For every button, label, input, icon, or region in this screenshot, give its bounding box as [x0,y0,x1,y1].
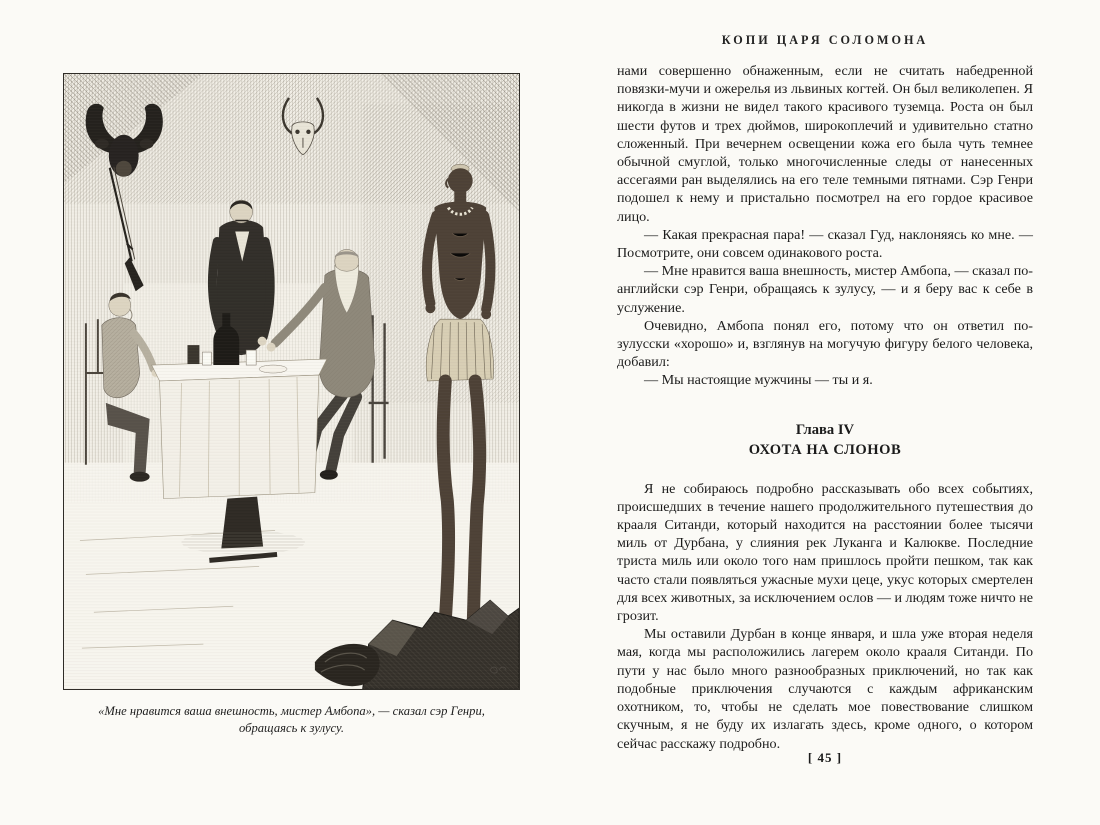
paragraph: — Мы настоящие мужчины — ты и я. [644,372,873,389]
running-header: КОПИ ЦАРЯ СОЛОМОНА [721,33,929,47]
chapter-title: ОХОТА НА СЛОНОВ [748,441,902,458]
paragraph: — Какая прекрасная пара! — сказал Гуд, наклоняясь ко мне. — Посмотрите, они совсем одинакового роста. [617,226,1033,262]
paragraph: Очевидно, Амбопа понял его, потому что он ответил по-зулусски «хорошо» и, взглянув на могучую фигуру белого человека, добавил: [617,317,1033,371]
paragraph: Мы оставили Дурбан в конце января, и шла уже вторая неделя мая, когда мы расположились лагерем около крааля Ситанди. По пути у нас было много разнообразных приключений, но так как подобные приключения случаются с каждым африканским охотником, то, чтобы не сделать мое повествование слишком скучным, я не буду их излагать здесь, кроме одного, о котором сейчас расскажу подробно. [617,626,1033,752]
chapter-heading [617,420,1033,460]
right-page [550,0,1100,825]
caption-line-2: обращаясь к зулусу. [239,721,344,735]
chapter-number: Глава IV [795,421,855,438]
paragraph: — Мне нравится ваша внешность, мистер Амбопа, — сказал по-английски сэр Генри, обращаясь к зулусу, — и я беру вас к себе в услужение. [617,263,1034,316]
illustration-caption [63,703,520,737]
text-column [617,62,1033,753]
engraving-illustration [64,74,519,689]
page-number: [ 45 ] [807,750,843,765]
engraving-frame [63,73,520,690]
paragraph: нами совершенно обнаженным, если не считать набедренной повязки-мучи и ожерелья из львиных когтей. Он был великолепен. Я никогда в жизни не видел такого красивого туземца. Роста он был шести футов и трех дюймов, широкоплечий и удивительно статно сложенный. При вечернем освещении кожа его была чуть темнее обычной смуглой, только многочисленные следы от нанесенных ассегаями ран выделялись на его теле темными пятнами. Сэр Генри подошел к нему и пристально посмотрел на его гордое красивое лицо. [617,63,1033,225]
caption-line-1: «Мне нравится ваша внешность, мистер Амбопа», — сказал сэр Генри, [98,704,485,718]
paragraph: Я не собираюсь подробно рассказывать обо всех событиях, происшедших в течение нашего продолжительного путешествия до крааля Ситанди, который находится на расстоянии более тысячи миль от Дурбана, у слияния рек Луканга и Калюкве. Последние триста миль или около того нам пришлось пройти пешком, так как часто стали появляться ужасные мухи цеце, укус которых смертелен для всех животных, за исключением ослов — и людям тоже ничто не грозит. [617,480,1034,625]
illustration [63,73,520,737]
